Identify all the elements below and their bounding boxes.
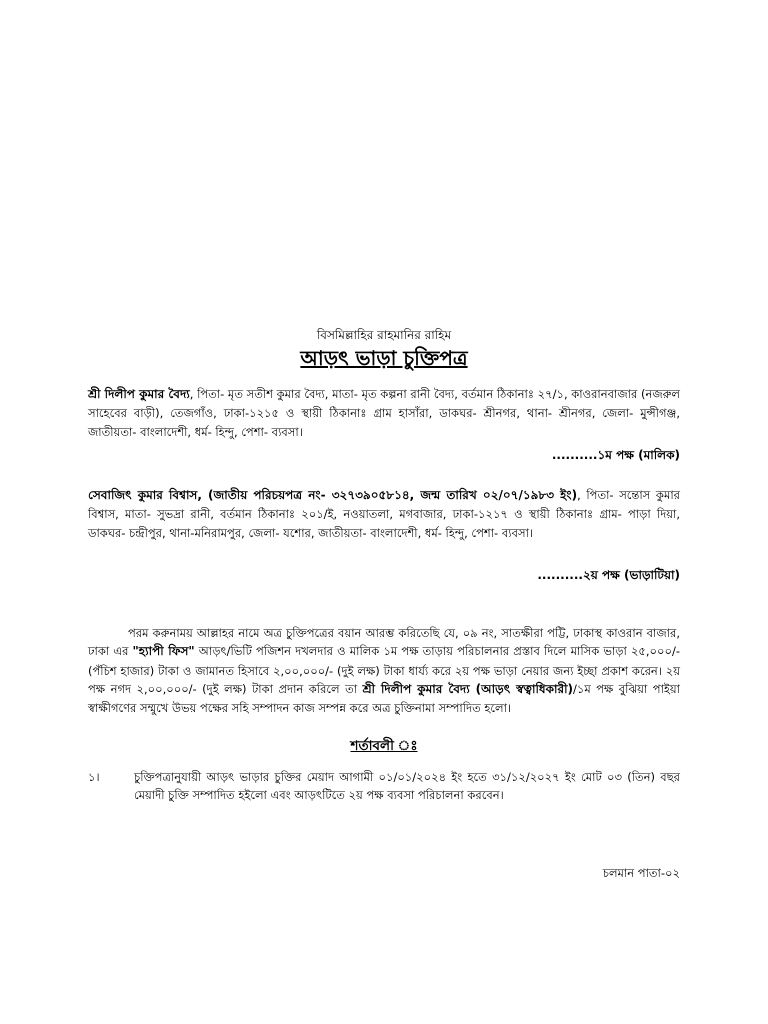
- party1-name: শ্রী দিলীপ কুমার বৈদ্য: [88, 387, 190, 401]
- preamble-part2: আড়ৎ/ভিটি পজিশন দখলদার ও মালিক ১ম পক্ষ তাড়ায় পরিচালনার প্রস্তাব দিলে মাসিক ভাড়া ২৫,০০০/- (পঁচিশ হাজার) টাকা ও জামানত হিসাবে ২,০০,০০০/- (দুই লক্ষ) টাকা ধার্য্য করে ২য় পক্ষ ভাড়া নেয়ার জন্য ইচ্ছা প্রকাশ করেন। ২য় পক্ষ নগদ ২,০০,০০০/- (দুই লক্ষ) টাকা প্রদান করিলে তা: [88, 644, 681, 696]
- preamble-part1: পরম করুনাময় আল্লাহর নামে অত্র চুক্তিপত্রের বয়ান আরম্ভ করিতেছি যে, ০৯ নং, সাতক্ষীরা পট্টি, ঢাকাস্থ কাওরান বাজার, ঢাকা এর: [88, 626, 680, 659]
- bismillah-line: বিসমিল্লাহির রাহমানির রাহিম: [316, 328, 452, 342]
- party2-paragraph: [88, 486, 680, 542]
- preamble-part3: /১ম পক্ষ বুঝিয়া পাইয়া স্বাক্ষীগণের সম্মুখে উভয় পক্ষের সহি সম্পাদন কাজ সম্পন্ন করে অত্র চুক্তিনামা সম্পাদিত হলো।: [88, 681, 680, 716]
- clause-number: ১।: [88, 770, 100, 784]
- party2-role: ..........২য় পক্ষ (ভাড়াটিয়া): [537, 568, 680, 582]
- shop-name: "হ্যাপী ফিস": [132, 644, 195, 659]
- party1-role: ..........১ম পক্ষ (মালিক): [551, 448, 680, 462]
- party2-details: , পিতা- সন্তোস কুমার বিশ্বাস, মাতা- সুভদ্রা রানী, বর্তমান ঠিকানাঃ ২০১/ই, নওয়াতলা, মগবাজার, ঢাকা-১২১৭ ও স্থায়ী ঠিকানাঃ গ্রাম- পাড়া দিয়া, ডাকঘর- চন্দ্রীপুর, থানা-মনিরামপুর, জেলা- যশোর, জাতীয়তা- বাংলাদেশী, ধর্ম- হিন্দু, পেশা- ব্যবসা।: [88, 488, 680, 540]
- preamble-paragraph: [88, 624, 680, 718]
- clause-text: চুক্তিপত্রানুযায়ী আড়ৎ ভাড়ার চুক্তির মেয়াদ আগামী ০১/০১/২০২৪ ইং হতে ৩১/১২/২০২৭ ইং মোট ০৩ (তিন) বছর মেয়াদী চুক্তি সম্পাদিত হইলো এবং আড়ৎটিতে ২য় পক্ষ ব্যবসা পরিচালনা করবেন।: [134, 770, 680, 803]
- owner-name: শ্রী দিলীপ কুমার বৈদ্য (আড়ৎ স্বত্বাধিকারী): [362, 681, 573, 696]
- continuation-note: চলমান পাতা-০২: [602, 866, 680, 880]
- party1-details: , পিতা- মৃত সতীশ কুমার বৈদ্য, মাতা- মৃত কল্পনা রানী বৈদ্য, বর্তমান ঠিকানাঃ ২৭/১, কাওরানবাজার (নজরুল সাহেবের বাড়ী), তেজগাঁও, ঢাকা-১২১৫ ও স্থায়ী ঠিকানাঃ গ্রাম হাসাঁরা, ডাকঘর- শ্রীনগর, থানা- শ্রীনগর, জেলা- মুন্সীগঞ্জ, জাতীয়তা- বাংলাদেশী, ধর্ম- হিন্দু, পেশা- ব্যবসা।: [88, 387, 681, 439]
- terms-heading: শর্তাবলী ঃ: [350, 738, 418, 754]
- document-title: আড়ৎ ভাড়া চুক্তিপত্র: [300, 346, 468, 370]
- party1-paragraph: [88, 385, 680, 441]
- party2-name: সেবাজিৎ কুমার বিশ্বাস, (জাতীয় পরিচয়পত্র নং- ৩২৭৩৯০৫৮১৪, জন্ম তারিখ ০২/০৭/১৯৮৩ ইং): [88, 488, 578, 502]
